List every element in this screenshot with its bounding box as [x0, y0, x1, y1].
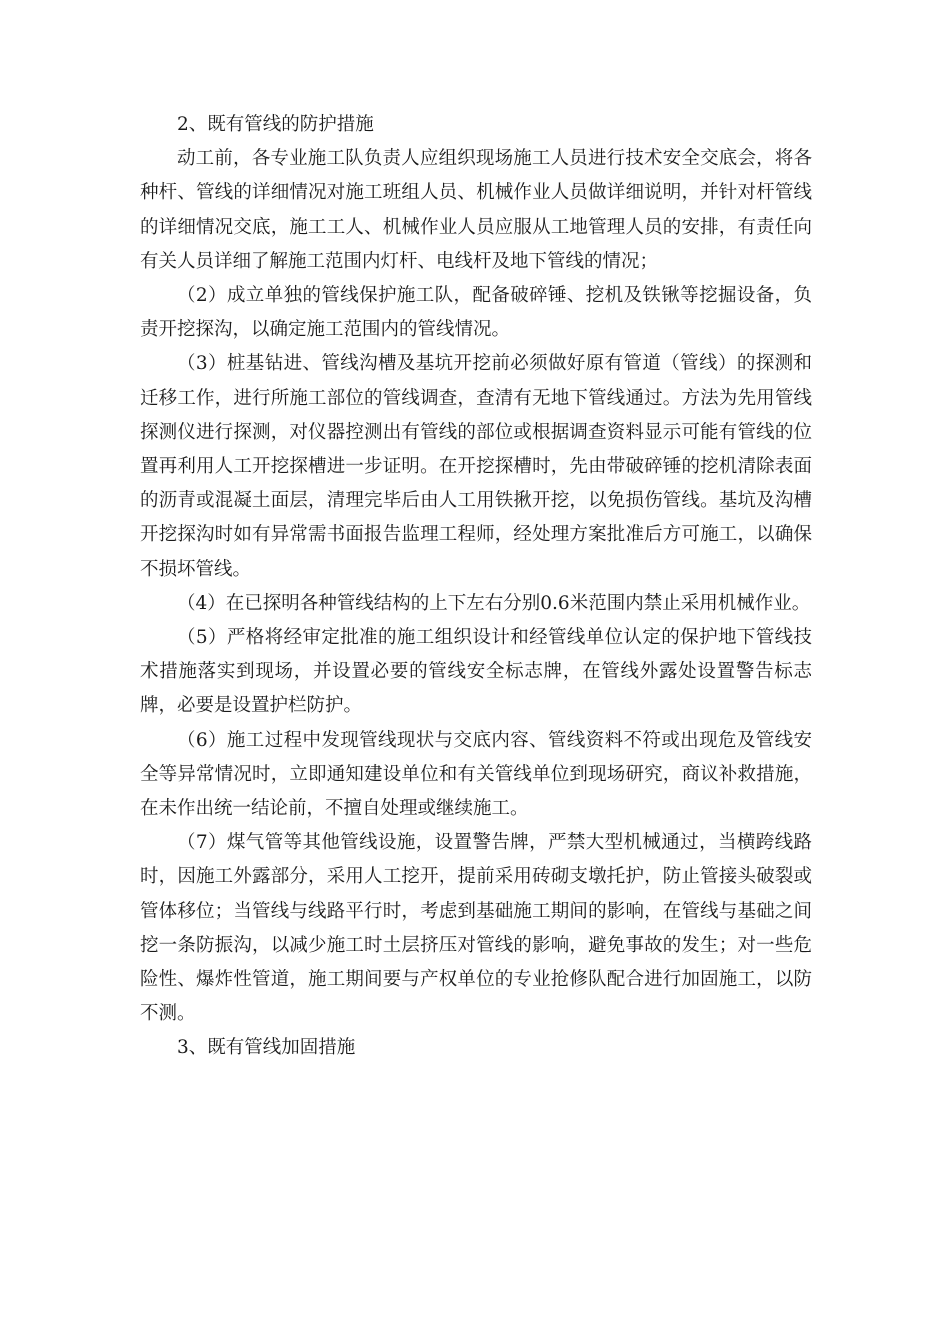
section-heading-2: 2、既有管线的防护措施 — [177, 114, 374, 135]
paragraph-briefing: 动工前，各专业施工队负责人应组织现场施工人员进行技术安全交底会，将各种杆、管线的详细情况对施工班组人员、机械作业人员做详细说明，并针对杆管线的详细情况交底，施工工人、机械作业人员应服从工地管理人员的安排，有责任向有关人员详细了解施工范围内灯杆、电线杆及地下管线的情况； — [140, 148, 812, 272]
paragraph-item-6: （6）施工过程中发现管线现状与交底内容、管线资料不符或出现危及管线安全等异常情况时，立即通知建设单位和有关管线单位到现场研究，商议补救措施，在未作出统一结论前，不擅自处理或继续施工。 — [140, 729, 812, 820]
paragraph-item-7: （7）煤气管等其他管线设施，设置警告牌，严禁大型机械通过，当横跨线路时，因施工外露部分，采用人工挖开，提前采用砖砌支墩托护，防止管接头破裂或管体移位；当管线与线路平行时，考虑到基础施工期间的影响，在管线与基础之间挖一条防振沟，以减少施工时土层挤压对管线的影响，避免事故的发生；对一些危险性、爆炸性管道，施工期间要与产权单位的专业抢修队配合进行加固施工，以防不测。 — [140, 832, 812, 1025]
paragraph-item-3: （3）桩基钻进、管线沟槽及基坑开挖前必须做好原有管道（管线）的探测和迁移工作，进行所施工部位的管线调查，查清有无地下管线通过。方法为先用管线探测仪进行探测，对仪器控测出有管线的部位或根据调查资料显示可能有管线的位置再利用人工开挖探槽进一步证明。在开挖探槽时，先由带破碎锤的挖机清除表面的沥青或混凝土面层，清理完毕后由人工用铁揪开挖，以免损伤管线。基坑及沟槽开挖探沟时如有异常需书面报告监理工程师，经处理方案批准后方可施工，以确保不损坏管线。 — [140, 353, 812, 580]
paragraph-item-4: （4）在已探明各种管线结构的上下左右分别0.6米范围内禁止采用机械作业。 — [177, 592, 811, 614]
paragraph-item-5: （5）严格将经审定批准的施工组织设计和经管线单位认定的保护地下管线技术措施落实到现场，并设置必要的管线安全标志牌，在管线外露处设置警告标志牌，必要是设置护栏防护。 — [140, 627, 812, 717]
document-body — [140, 108, 812, 1066]
section-heading-3: 3、既有管线加固措施 — [177, 1037, 356, 1059]
paragraph-item-2: （2）成立单独的管线保护施工队，配备破碎锤、挖机及铁锹等挖掘设备，负责开挖探沟，以确定施工范围内的管线情况。 — [140, 285, 812, 341]
